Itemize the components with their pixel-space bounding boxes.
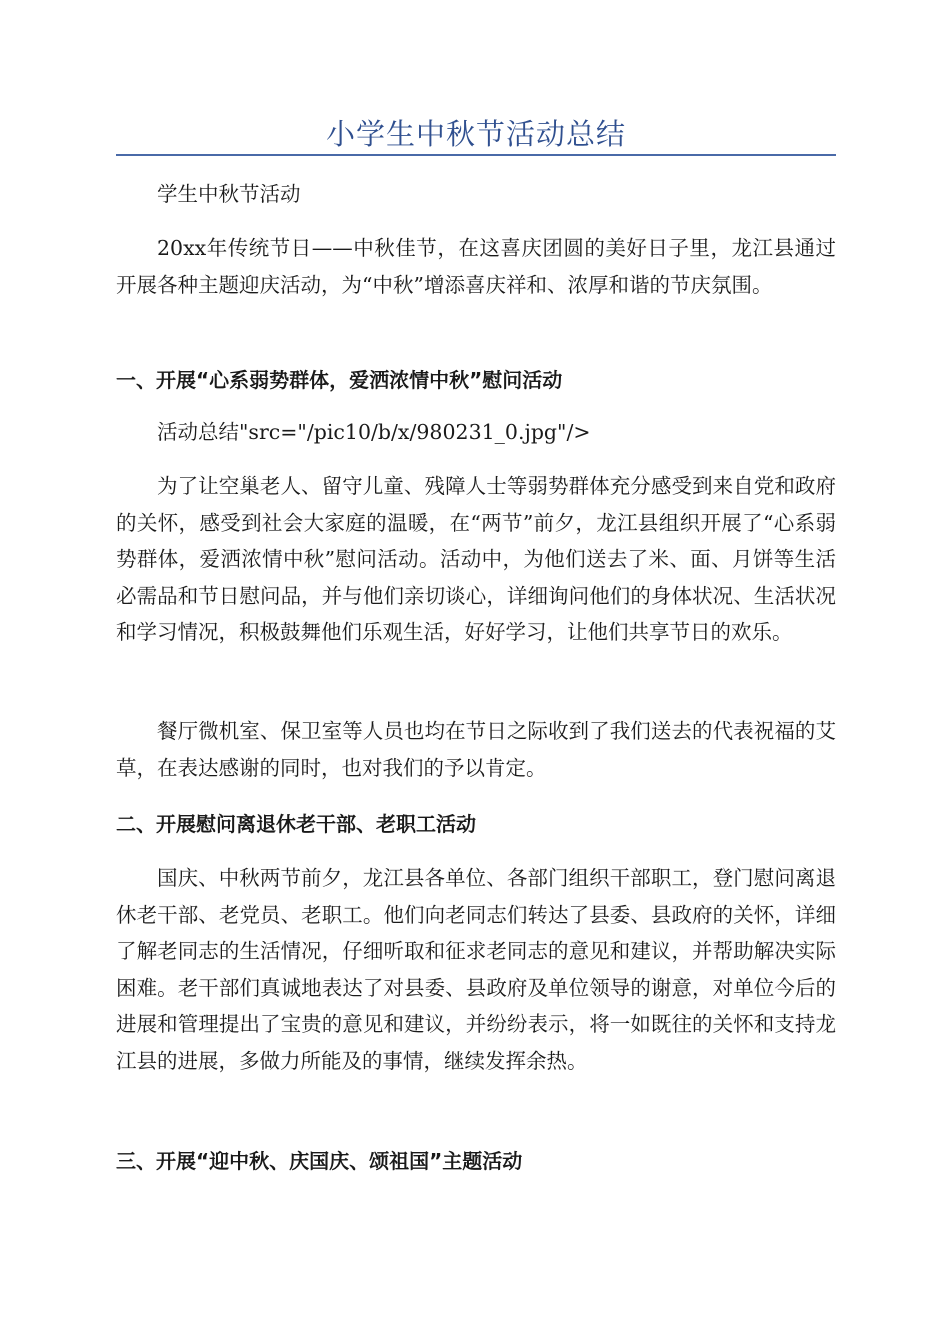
paragraph-section-1-body: 为了让空巢老人、留守儿童、残障人士等弱势群体充分感受到来自党和政府的关怀，感受到社会大家庭的温暖，在“两节”前夕，龙江县组织开展了“心系弱势群体，爱洒浓情中秋”慰问活动。活动中，为他们送去了米、面、月饼等生活必需品和节日慰问品，并与他们亲切谈心，详细询问他们的身体状况、生活状况和学习情况，积极鼓舞他们乐观生活，好好学习，让他们共享节日的欢乐。 — [116, 474, 836, 644]
document-title: 小学生中秋节活动总结 — [325, 117, 626, 151]
section-heading-1: 一、开展“心系弱势群体，爱洒浓情中秋”慰问活动 — [116, 368, 563, 392]
paragraph-subtitle: 学生中秋节活动 — [157, 182, 301, 206]
title-underline — [116, 154, 836, 156]
paragraph-image-alt: 活动总结"src="/pic10/b/x/980231_0.jpg"/> — [157, 420, 591, 444]
section-heading-2: 二、开展慰问离退休老干部、老职工活动 — [116, 812, 476, 836]
paragraph-intro: 20xx年传统节日——中秋佳节，在这喜庆团圆的美好日子里，龙江县通过开展各种主题迎庆活动，为“中秋”增添喜庆祥和、浓厚和谐的节庆氛围。 — [116, 236, 836, 297]
section-heading-3: 三、开展“迎中秋、庆国庆、颂祖国”主题活动 — [116, 1149, 523, 1173]
paragraph-section-2-body: 国庆、中秋两节前夕，龙江县各单位、各部门组织干部职工，登门慰问离退休老干部、老党员、老职工。他们向老同志们转达了县委、县政府的关怀，详细了解老同志的生活情况，仔细听取和征求老同志的意见和建议，并帮助解决实际困难。老干部们真诚地表达了对县委、县政府及单位领导的谢意，对单位今后的进展和管理提出了宝贵的意见和建议，并纷纷表示，将一如既往的关怀和支持龙江县的进展，多做力所能及的事情，继续发挥余热。 — [116, 866, 836, 1073]
paragraph-section-1-extra: 餐厅微机室、保卫室等人员也均在节日之际收到了我们送去的代表祝福的艾草，在表达感谢的同时，也对我们的予以肯定。 — [116, 719, 836, 780]
